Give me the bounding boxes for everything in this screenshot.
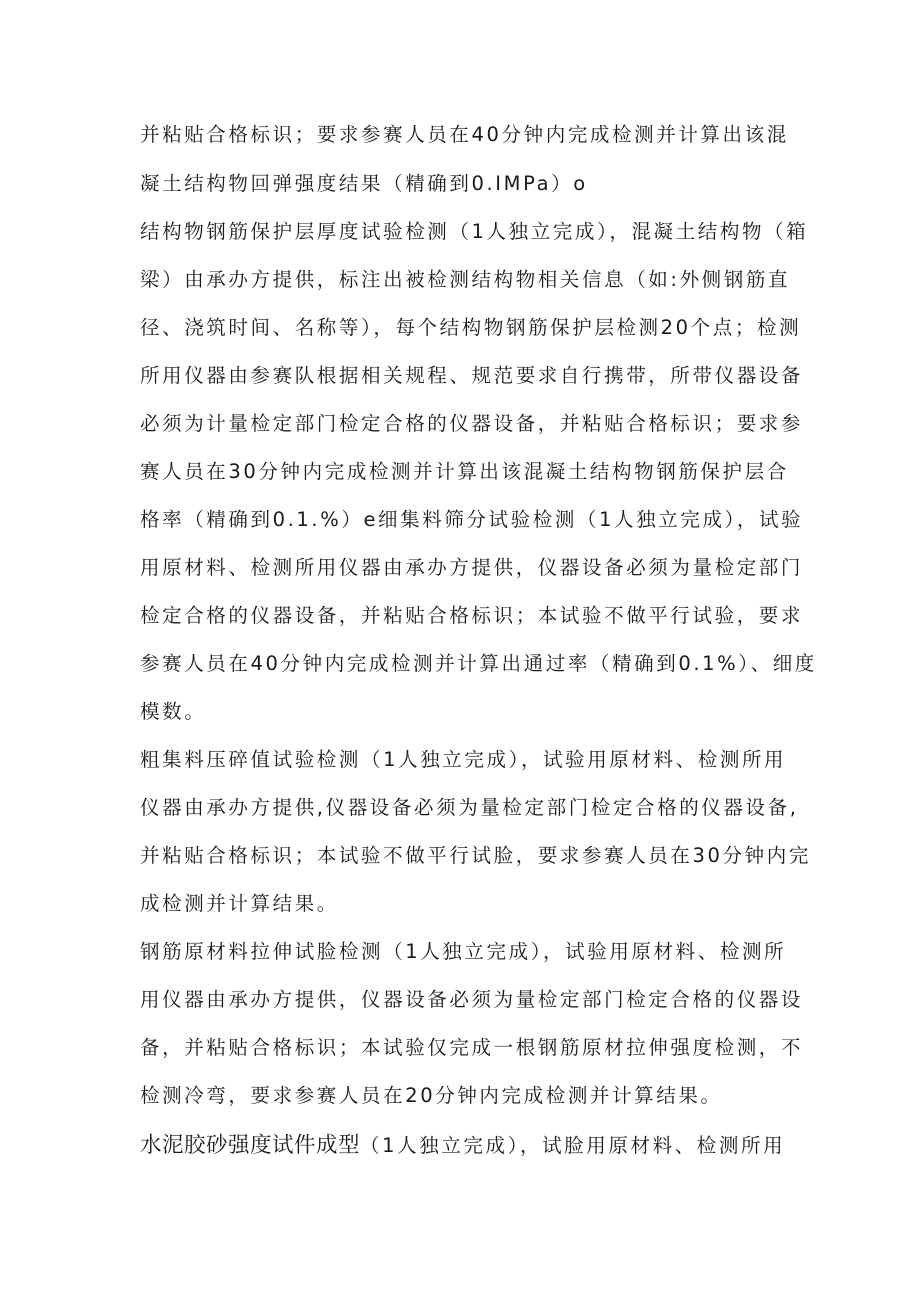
paragraph-line: 检定合格的仪器设备，并粘贴合格标识；本试验不做平行试验，要求: [140, 604, 804, 627]
paragraph-line: 粗集料压碎值试验检测（1人独立完成），试验用原材料、检测所用: [140, 748, 787, 771]
paragraph-line: 必须为计量检定部门检定合格的仪器设备，并粘贴合格标识；要求参: [140, 412, 804, 435]
paragraph-line: 所用仪器由参赛队根据相关规程、规范要求自行携带，所带仪器设备: [140, 364, 804, 387]
paragraph-line: 成检测并计算结果。: [140, 892, 339, 915]
paragraph-line: 备，并粘贴合格标识；本试验仅完成一根钢筋原材拉伸强度检测，不: [140, 1036, 804, 1059]
paragraph-line: 模数。: [140, 700, 207, 723]
section-heading: 水泥胶砂强度试件成型: [140, 1133, 361, 1158]
paragraph-line: 钢筋原材料拉伸试脸检测（1人独立完成），试验用原材料、检测所: [140, 940, 787, 963]
paragraph-line: 格率（精确到0.1.%）e细集料筛分试验检测（1人独立完成），试验: [140, 508, 804, 531]
paragraph-line: 用原材料、检测所用仪器由承办方提供，仪器设备必须为量检定部门: [140, 556, 804, 579]
paragraph-line: 径、浇筑时间、名称等），每个结构物钢筋保护层检测20个点；检测: [140, 316, 802, 339]
paragraph-line: 并粘贴合格标识；要求参赛人员在40分钟内完成检测并计算出该混: [140, 123, 789, 146]
paragraph-line: 梁）由承办方提供，标注出被检测结构物相关信息（如:外侧钢筋直: [140, 268, 791, 291]
paragraph-line: 检测冷弯，要求参赛人员在20分钟内完成检测并计算结果。: [140, 1084, 723, 1107]
paragraph-line: 赛人员在30分钟内完成检测并计算出该混凝土结构物钢筋保护层合: [140, 460, 789, 483]
paragraph-line: 结构物钢筋保护层厚度试验检测（1人独立完成），混凝土结构物（箱: [140, 220, 809, 243]
paragraph-line: 仪器由承办方提供,仪器设备必须为量检定部门检定合格的仪器设备,: [140, 796, 799, 819]
paragraph-line: 并粘贴合格标识；本试验不做平行试脸，要求参赛人员在30分钟内完: [140, 844, 811, 867]
paragraph-line: [140, 1132, 785, 1160]
paragraph-text: （1人独立完成），试脸用原材料、检测所用: [360, 1134, 786, 1157]
paragraph-line: 参赛人员在40分钟内完成检测并计算出通过率（精确到0.1%）、细度: [140, 652, 817, 675]
paragraph-line: 用仪器由承办方提供，仪器设备必须为量检定部门检定合格的仪器设: [140, 988, 804, 1011]
paragraph-line: 凝土结构物回弹强度结果（精确到0.IMPa）o: [140, 172, 588, 195]
